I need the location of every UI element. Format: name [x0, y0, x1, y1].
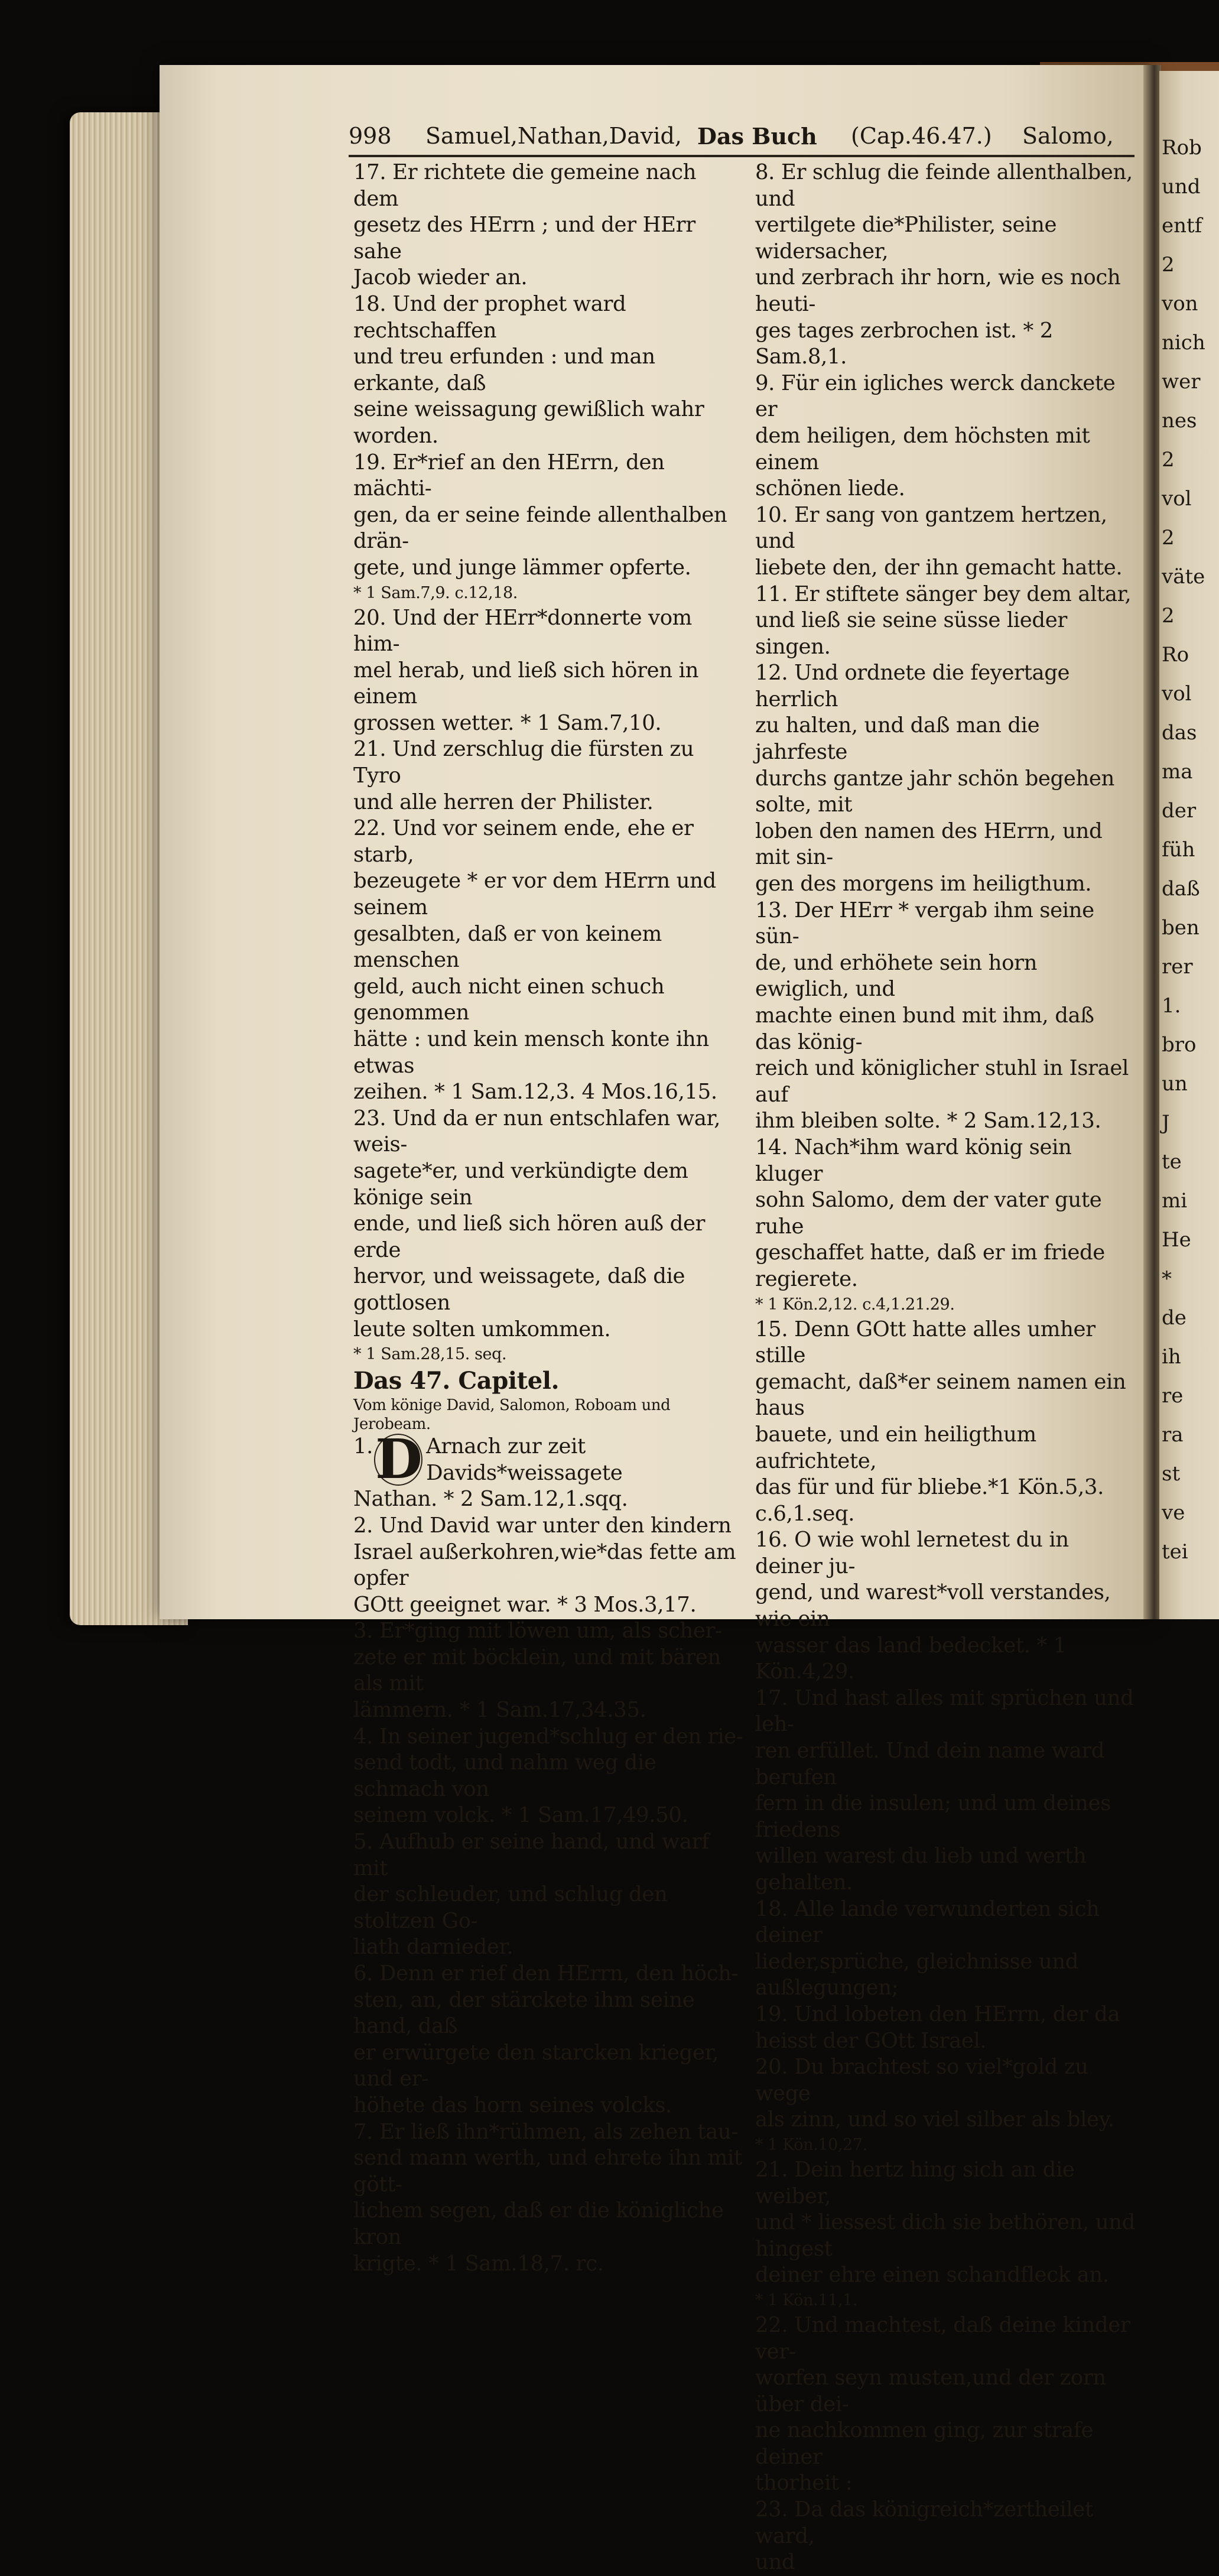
facing-page-fragment: vol [1162, 682, 1192, 706]
verse: 4. In seiner jugend*schlug er den rie- send todt, und nahm weg die schmach von seinem volck. * 1 Sam.17,49.50. [353, 1724, 743, 1828]
verse: 21. Und zerschlug die fürsten zu Tyro und alle herren der Philister. [353, 737, 694, 814]
verse: 10. Er sang von gantzem hertzen, und liebete den, der ihn gemacht hatte. [755, 502, 1123, 580]
verse: 23. Da das königreich*zertheilet ward, und [755, 2497, 1093, 2575]
facing-page-fragment: st [1162, 1462, 1181, 1486]
running-head-author: Salomo, [1022, 123, 1114, 149]
facing-page-fragment: ben [1162, 916, 1200, 940]
verse-number: 1. [353, 1434, 373, 1459]
verse-text: Arnach zur zeit Davids*weissagete Nathan. * 2 Sam.12,1.sqq. [353, 1434, 628, 1512]
facing-page-fragment: 2 [1162, 253, 1175, 277]
book-gutter [1143, 65, 1161, 1619]
facing-page-fragment: ma [1162, 760, 1193, 784]
facing-page-fragment: ra [1162, 1423, 1184, 1447]
verse: 22. Und machtest, daß deine kinder ver- worfen seyn musten,und der zorn über dei- ne nachkommen ging, zur strafe deiner thorheit : [755, 2312, 1130, 2496]
facing-page-fragment: wer [1162, 370, 1201, 394]
verse: 18. Alle lande verwunderten sich deiner lieder,sprüche, gleichnisse und außlegungen; [755, 1896, 1100, 2000]
verse: 19. Er*rief an den HErrn, den mächti- gen, da er seine feinde allenthalben drän- gete, und junge lämmer opferte. [353, 450, 727, 580]
verse: 18. Und der prophet ward rechtschaffen und treu erfunden : und man erkante, daß seine weissagung gewißlich wahr worden. [353, 291, 704, 448]
chapter-heading: Das 47. Capitel. [353, 1367, 560, 1395]
facing-page-fragment: daß [1162, 877, 1200, 901]
facing-page-fragment: J [1162, 1111, 1170, 1135]
facing-page-fragment: 2 [1162, 448, 1175, 472]
verse: 13. Der HErr * vergab ihm seine sün- de, und erhöhete sein horn ewiglich, und machte einen bund mit ihm, daß das könig- reich und königlicher stuhl in Israel auf ihm bleiben solte. * 2 Sam.12,13. [755, 898, 1129, 1133]
facing-page-fragment: 2 [1162, 604, 1175, 628]
drop-cap: D [375, 1427, 422, 1492]
facing-page-fragment: füh [1162, 838, 1195, 862]
running-head [349, 123, 1140, 154]
right-column [755, 160, 1136, 2576]
facing-page-fragment: 1. [1162, 994, 1181, 1018]
facing-page-fragment: * [1162, 1267, 1172, 1291]
verse: 16. O wie wohl lernetest du in deiner ju- gend, und warest*voll verstandes, wie ein wasser das land bedecket. * 1 Kön.4,29. [755, 1528, 1111, 1684]
verse: 23. Und da er nun entschlafen war, weis- sagete*er, und verkündigte dem könige sein ende, und ließ sich hören auß der erde hervor, und weissagete, daß die gottlosen leute solten umkommen. [353, 1106, 721, 1341]
verse: 21. Dein hertz hing sich an die weiber, und * liessest dich sie bethören, und hingest deiner ehre einen schandfleck an. [755, 2157, 1135, 2288]
facing-page-fragment: mi [1162, 1189, 1188, 1213]
cross-reference: * 1 Kön.11,1. [755, 2291, 858, 2309]
facing-page-fragment: nich [1162, 331, 1205, 355]
chapter-summary: Vom könige David, Salomon, Roboam und Jerobeam. [353, 1396, 671, 1434]
facing-page-fragment: das [1162, 721, 1197, 745]
facing-page-fragment: 2 [1162, 526, 1175, 550]
page-number: 998 [349, 123, 392, 149]
facing-page-fragment: ve [1162, 1501, 1185, 1525]
verse: 17. Und hast alles mit sprüchen und leh- ren erfüllet. Und dein name ward berufen fern in die insulen; und um deines friedens willen warest du lieb und werth gehalten. [755, 1685, 1134, 1895]
verse: 8. Er schlug die feinde allenthalben, und vertilgete die*Philister, seine widersacher, und zerbrach ihr horn, wie es noch heuti- ges tages zerbrochen ist. * 2 Sam.8,1. [755, 160, 1133, 369]
head-rule [349, 155, 1135, 157]
cross-reference: * 1 Kön.2,12. c.4,1.21.29. [755, 1295, 955, 1314]
verse: 15. Denn GOtt hatte alles umher stille gemacht, daß*er seinem namen ein haus bauete, und ein heiligthum aufrichtete, das für und für bliebe.*1 Kön.5,3. c.6,1.seq. [755, 1317, 1126, 1526]
cross-reference: * 1 Kön.10,27. [755, 2135, 867, 2154]
verse: 5. Aufhub er seine hand, und warf mit der schleuder, und schlug den stoltzen Go- liath darnieder. [353, 1830, 709, 1960]
verse-with-initial [353, 1427, 743, 1513]
verse: 9. Für ein igliches werck danckete er dem heiligen, dem höchsten mit einem schönen liede. [755, 371, 1116, 501]
facing-page-fragment: ih [1162, 1345, 1181, 1369]
verse: 3. Er*ging mit löwen um, als scher- zete er mit böcklein, und mit bären als mit lämmern. * 1 Sam.17,34.35. [353, 1619, 722, 1723]
running-head-book: Das Buch [697, 123, 817, 150]
facing-page-fragment: und [1162, 175, 1201, 199]
facing-page-fragment: bro [1162, 1033, 1197, 1057]
facing-page-fragment: der [1162, 799, 1197, 823]
facing-page-fragment: te [1162, 1150, 1182, 1174]
verse: 22. Und vor seinem ende, ehe er starb, bezeugete * er vor dem HErrn und seinem gesalbten, daß er von keinem menschen geld, auch nicht einen schuch genommen hätte : und kein mensch konte ihn etwas zeihen. * 1 Sam.12,3. 4 Mos.16,15. [353, 816, 717, 1105]
verse: 20. Du brachtest so viel*gold zu wege als zinn, und so viel silber als bley. [755, 2055, 1114, 2132]
verse: 14. Nach*ihm ward könig sein kluger sohn Salomo, dem der vater gute ruhe geschaffet hatte, daß er im friede regierete. [755, 1135, 1105, 1291]
facing-page-fragment: vol [1162, 487, 1192, 511]
verse: 11. Er stiftete sänger bey dem altar, und ließ sie seine süsse lieder singen. [755, 582, 1132, 659]
left-column [353, 160, 743, 2277]
verse: 6. Denn er rief den HErrn, den höch- sten, an, der stärckete ihm seine hand, daß er erwürgete den starcken krieger, und er- höhete das horn seines volcks. [353, 1961, 739, 2117]
facing-page-fragment: väte [1162, 565, 1205, 589]
facing-page-fragment: entf [1162, 214, 1202, 238]
cross-reference: * 1 Sam.7,9. c.12,18. [353, 583, 518, 602]
verse: 17. Er richtete die gemeine nach dem gesetz des HErrn ; und der HErr sahe Jacob wieder an. [353, 160, 697, 290]
running-head-names: Samuel,Nathan,David, [425, 123, 682, 149]
facing-page-fragment: rer [1162, 955, 1193, 979]
facing-page-fragment: re [1162, 1384, 1184, 1408]
verse: 12. Und ordnete die feyertage herrlich zu halten, und daß man die jahrfeste durchs gantze jahr schön begehen solte, mit loben den namen des HErrn, und mit sin- gen des morgens im heiligthum. [755, 661, 1114, 896]
verse: 7. Er ließ ihn*rühmen, als zehen tau- send mann werth, und ehrete ihn mit gött- lichem segen, daß er die königliche kron krigte. * 1 Sam.18,7. rc. [353, 2119, 742, 2276]
facing-page-fragment: nes [1162, 409, 1197, 433]
verse: 2. Und David war unter den kindern Israel außerkohren,wie*das fette am opfer GOtt geeignet war. * 3 Mos.3,17. [353, 1513, 736, 1617]
facing-page-fragment: de [1162, 1306, 1187, 1330]
verse: 19. Und lobeten den HErrn, der da heisst der GOtt Israel. [755, 2002, 1120, 2053]
cross-reference: * 1 Sam.28,15. seq. [353, 1345, 507, 1364]
verse: 20. Und der HErr*donnerte vom him- mel herab, und ließ sich hören in einem grossen wetter. * 1 Sam.7,10. [353, 605, 699, 735]
facing-page-fragment: He [1162, 1228, 1191, 1252]
facing-page-fragment: tei [1162, 1540, 1188, 1564]
facing-page [1159, 71, 1219, 1619]
facing-page-fragment: Ro [1162, 643, 1189, 667]
running-head-chapter: (Cap.46.47.) [851, 123, 992, 149]
facing-page-fragment: Rob [1162, 136, 1202, 160]
facing-page-fragment: un [1162, 1072, 1188, 1096]
facing-page-fragment: von [1162, 292, 1198, 316]
